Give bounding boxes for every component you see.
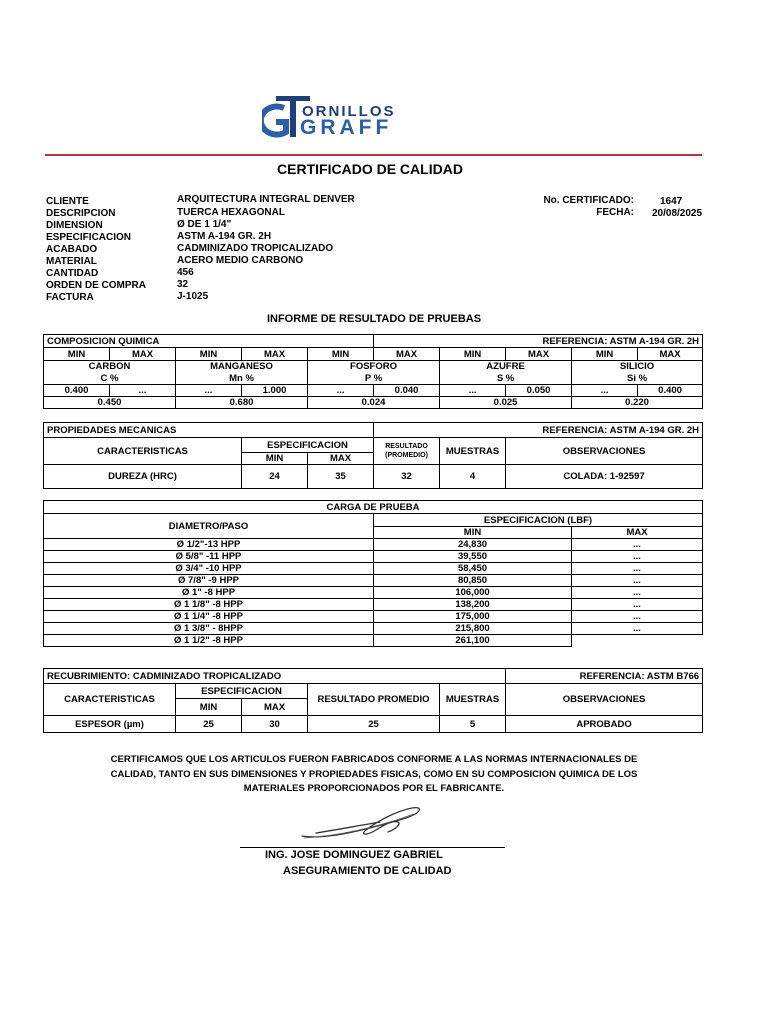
silicio-max: 0.400 bbox=[638, 385, 703, 397]
date-value: 20/08/2025 bbox=[652, 208, 703, 219]
proof-row-diameter: Ø 5/8" -11 HPP bbox=[44, 551, 374, 563]
proof-row-max: ... bbox=[572, 551, 703, 563]
info-value-descripcion: TUERCA HEXAGONAL bbox=[177, 207, 285, 218]
proof-row-min: 175,000 bbox=[374, 611, 572, 623]
chem-max-header: MAX bbox=[374, 348, 440, 361]
azufre-min: ... bbox=[440, 385, 506, 397]
handwritten-signature bbox=[296, 800, 436, 845]
proof-row-diameter: Ø 1 1/4" -8 HPP bbox=[44, 611, 374, 623]
info-value-material: ACERO MEDIO CARBONO bbox=[177, 255, 304, 266]
proof-row-diameter: Ø 7/8" -9 HPP bbox=[44, 575, 374, 587]
coating-min-value: 25 bbox=[176, 716, 242, 733]
chem-min-header: MIN bbox=[44, 348, 110, 361]
mech-result-sublabel: (PROMEDIO) bbox=[385, 452, 428, 459]
mech-observations-value: COLADA: 1-92597 bbox=[506, 465, 703, 489]
proof-row-diameter: Ø 1 3/8" - 8HPP bbox=[44, 623, 374, 635]
element-unit-carbon: C % bbox=[44, 373, 176, 385]
svg-text:GRAFF: GRAFF bbox=[300, 116, 393, 139]
proof-row-diameter: Ø 1" -8 HPP bbox=[44, 587, 374, 599]
info-label-orden-compra: ORDEN DE COMPRA bbox=[46, 280, 147, 291]
chem-min-header: MIN bbox=[176, 348, 242, 361]
carbon-min: 0.400 bbox=[44, 385, 110, 397]
element-name-manganeso: MANGANESO bbox=[176, 361, 308, 373]
fosforo-max: 0.040 bbox=[374, 385, 440, 397]
proof-row-min: 106,000 bbox=[374, 587, 572, 599]
carbon-result: 0.450 bbox=[44, 397, 176, 409]
info-value-factura: J-1025 bbox=[177, 291, 209, 302]
info-value-cliente: ARQUITECTURA INTEGRAL DENVER bbox=[177, 194, 355, 205]
info-label-dimension: DIMENSION bbox=[46, 220, 103, 231]
info-label-especificacion: ESPECIFICACION bbox=[46, 232, 132, 243]
carbon-max: ... bbox=[110, 385, 176, 397]
azufre-max: 0.050 bbox=[506, 385, 572, 397]
info-value-especificacion: ASTM A-194 GR. 2H bbox=[177, 231, 272, 242]
header-divider bbox=[45, 154, 702, 156]
coating-observations-value: APROBADO bbox=[506, 716, 703, 733]
mech-min-value: 24 bbox=[242, 465, 308, 489]
manganeso-max: 1.000 bbox=[242, 385, 308, 397]
proof-row-max: ... bbox=[572, 599, 703, 611]
coating-title: RECUBRIMIENTO: CADMINIZADO TROPICALIZADO bbox=[44, 669, 506, 684]
coating-characteristics-header: CARACTERISTICAS bbox=[44, 684, 176, 716]
element-name-carbon: CARBON bbox=[44, 361, 176, 373]
chem-max-header: MAX bbox=[506, 348, 572, 361]
info-label-descripcion: DESCRIPCION bbox=[46, 208, 116, 219]
signer-name: ING. JOSE DOMINGUEZ GABRIEL bbox=[265, 849, 443, 861]
fosforo-result: 0.024 bbox=[308, 397, 440, 409]
info-value-dimension: Ø DE 1 1/4" bbox=[177, 219, 232, 230]
mech-samples-value: 4 bbox=[440, 465, 506, 489]
element-unit-manganeso: Mn % bbox=[176, 373, 308, 385]
coating-characteristic: ESPESOR (µm) bbox=[44, 716, 176, 733]
coating-samples-header: MUESTRAS bbox=[440, 684, 506, 716]
report-title: INFORME DE RESULTADO DE PRUEBAS bbox=[266, 313, 482, 325]
manganeso-min: ... bbox=[176, 385, 242, 397]
coating-reference: REFERENCIA: ASTM B766 bbox=[506, 669, 703, 684]
svg-text:ORNILLOS: ORNILLOS bbox=[302, 103, 396, 120]
coating-observations-header: OBSERVACIONES bbox=[506, 684, 703, 716]
coating-result-header: RESULTADO PROMEDIO bbox=[308, 684, 440, 716]
mech-spec-header: ESPECIFICACION bbox=[242, 438, 374, 453]
coating-result-value: 25 bbox=[308, 716, 440, 733]
element-name-azufre: AZUFRE bbox=[440, 361, 572, 373]
info-label-cantidad: CANTIDAD bbox=[46, 268, 99, 279]
statement-line: CALIDAD, TANTO EN SUS DIMENSIONES Y PROPIEDADES FISICAS, COMO EN SU COMPOSICION QUIMICA DE LOS bbox=[110, 768, 638, 780]
info-value-orden-compra: 32 bbox=[177, 279, 189, 290]
info-label-material: MATERIAL bbox=[46, 256, 97, 267]
azufre-result: 0.025 bbox=[440, 397, 572, 409]
chemical-reference: REFERENCIA: ASTM A-194 GR. 2H bbox=[374, 335, 703, 348]
proof-min-header: MIN bbox=[374, 527, 572, 539]
chem-min-header: MIN bbox=[440, 348, 506, 361]
mech-characteristic: DUREZA (HRC) bbox=[44, 465, 242, 489]
proof-row-min: 58,450 bbox=[374, 563, 572, 575]
chem-max-header: MAX bbox=[638, 348, 703, 361]
proof-row-max bbox=[572, 635, 703, 647]
proof-row-min: 261,100 bbox=[374, 635, 572, 647]
cert-number-label: No. CERTIFICADO: bbox=[543, 195, 634, 206]
signature-line bbox=[240, 847, 505, 848]
proof-row-diameter: Ø 3/4" -10 HPP bbox=[44, 563, 374, 575]
mech-result-label: RESULTADO bbox=[385, 443, 428, 450]
coating-samples-value: 5 bbox=[440, 716, 506, 733]
element-name-fosforo: FOSFORO bbox=[308, 361, 440, 373]
proof-row-min: 24,830 bbox=[374, 539, 572, 551]
coating-min-header: MIN bbox=[176, 699, 242, 716]
proof-row-min: 80,850 bbox=[374, 575, 572, 587]
silicio-result: 0.220 bbox=[572, 397, 703, 409]
element-unit-fosforo: P % bbox=[308, 373, 440, 385]
chemical-composition-table bbox=[43, 334, 703, 409]
info-label-factura: FACTURA bbox=[46, 292, 94, 303]
proof-load-table bbox=[43, 500, 703, 647]
element-name-silicio: SILICIO bbox=[572, 361, 703, 373]
certification-statement bbox=[60, 753, 688, 797]
mech-max-header: MAX bbox=[308, 453, 374, 465]
mech-samples-header: MUESTRAS bbox=[440, 438, 506, 465]
proof-row-diameter: Ø 1 1/8" -8 HPP bbox=[44, 599, 374, 611]
coating-max-value: 30 bbox=[242, 716, 308, 733]
proof-row-min: 39,550 bbox=[374, 551, 572, 563]
mechanical-title: PROPIEDADES MECANICAS bbox=[44, 423, 374, 438]
mech-characteristics-header: CARACTERISTICAS bbox=[44, 438, 242, 465]
coating-max-header: MAX bbox=[242, 699, 308, 716]
info-value-acabado: CADMINIZADO TROPICALIZADO bbox=[177, 243, 334, 254]
tornillos-graff-logo bbox=[262, 94, 434, 140]
signer-role: ASEGURAMIENTO DE CALIDAD bbox=[283, 865, 452, 877]
mech-observations-header: OBSERVACIONES bbox=[506, 438, 703, 465]
info-label-cliente: CLIENTE bbox=[46, 196, 89, 207]
mech-max-value: 35 bbox=[308, 465, 374, 489]
proof-row-max: ... bbox=[572, 611, 703, 623]
date-label: FECHA: bbox=[596, 207, 634, 218]
silicio-min: ... bbox=[572, 385, 638, 397]
chem-min-header: MIN bbox=[572, 348, 638, 361]
fosforo-min: ... bbox=[308, 385, 374, 397]
mechanical-properties-table bbox=[43, 422, 703, 489]
proof-spec-header: ESPECIFICACION (LBF) bbox=[374, 514, 703, 527]
mechanical-reference: REFERENCIA: ASTM A-194 GR. 2H bbox=[374, 423, 703, 438]
proof-row-diameter: Ø 1/2"-13 HPP bbox=[44, 539, 374, 551]
proof-row-diameter: Ø 1 1/2" -8 HPP bbox=[44, 635, 374, 647]
chem-max-header: MAX bbox=[110, 348, 176, 361]
coating-table bbox=[43, 668, 703, 733]
document-title: CERTIFICADO DE CALIDAD bbox=[277, 161, 463, 177]
cert-number-value: 1647 bbox=[660, 196, 683, 207]
proof-row-max: ... bbox=[572, 575, 703, 587]
element-unit-azufre: S % bbox=[440, 373, 572, 385]
manganeso-result: 0.680 bbox=[176, 397, 308, 409]
mech-result-value: 32 bbox=[374, 465, 440, 489]
statement-line: CERTIFICAMOS QUE LOS ARTICULOS FUERON FABRICADOS CONFORME A LAS NORMAS INTERNACIONALES DE bbox=[110, 754, 638, 765]
chem-max-header: MAX bbox=[242, 348, 308, 361]
proof-row-max: ... bbox=[572, 563, 703, 575]
element-unit-silicio: Si % bbox=[572, 373, 703, 385]
chemical-title: COMPOSICION QUIMICA bbox=[44, 335, 374, 348]
proof-load-title: CARGA DE PRUEBA bbox=[44, 501, 703, 514]
proof-row-min: 138,200 bbox=[374, 599, 572, 611]
mech-result-header bbox=[374, 438, 440, 465]
info-value-cantidad: 456 bbox=[177, 267, 194, 278]
proof-max-header: MAX bbox=[572, 527, 703, 539]
statement-line: MATERIALES PROPORCIONADOS POR EL FABRICANTE. bbox=[243, 783, 505, 794]
info-label-acabado: ACABADO bbox=[46, 244, 98, 255]
proof-row-min: 215,800 bbox=[374, 623, 572, 635]
mech-min-header: MIN bbox=[242, 453, 308, 465]
proof-row-max: ... bbox=[572, 623, 703, 635]
proof-row-max: ... bbox=[572, 587, 703, 599]
proof-diameter-header: DIAMETRO/PASO bbox=[44, 514, 374, 539]
coating-spec-header: ESPECIFICACION bbox=[176, 684, 308, 699]
chem-min-header: MIN bbox=[308, 348, 374, 361]
proof-row-max: ... bbox=[572, 539, 703, 551]
